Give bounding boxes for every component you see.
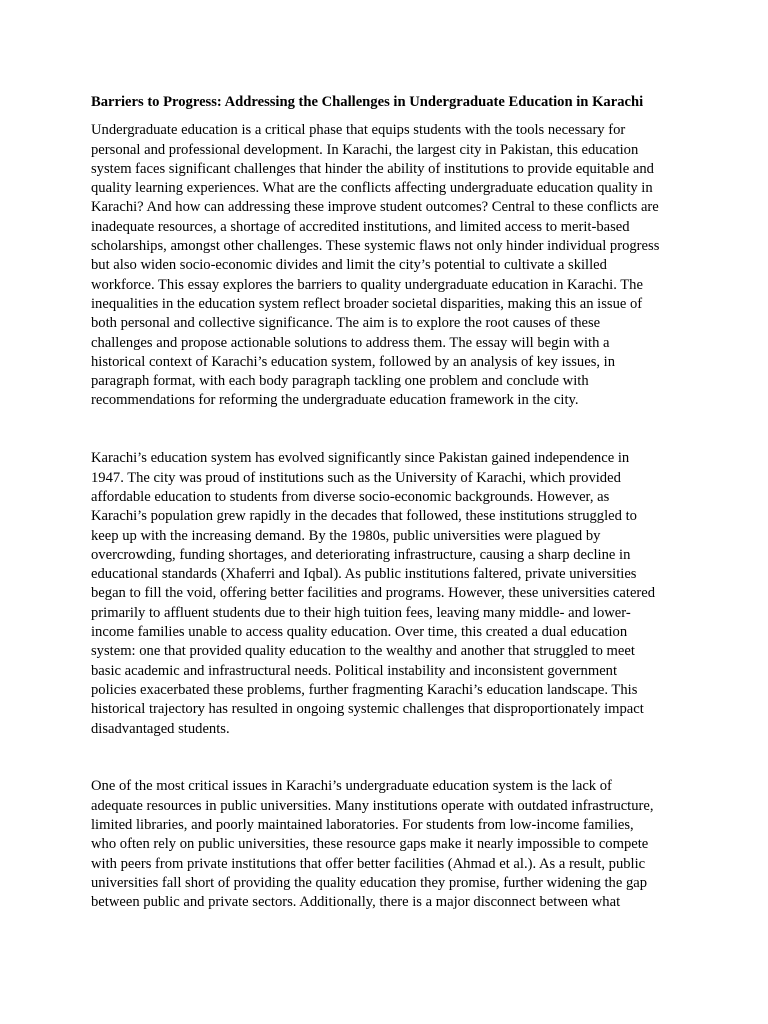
paragraph-line: One of the most critical issues in Karachi’s undergraduate education system is the lack of (91, 778, 612, 795)
paragraph-line: workforce. This essay explores the barriers to quality undergraduate education in Karachi. The (91, 276, 643, 293)
paragraph-line: limited libraries, and poorly maintained laboratories. For students from low-income families, (91, 816, 634, 833)
paragraph-line: personal and professional development. In Karachi, the largest city in Pakistan, this education (91, 141, 639, 158)
paragraph-line: but also widen socio-economic divides and limit the city’s potential to cultivate a skilled (91, 257, 607, 274)
paragraph-line: challenges and propose actionable solutions to address them. The essay will begin with a (91, 334, 610, 351)
paragraph-line: system: one that provided quality education to the wealthy and another that struggled to meet (91, 643, 635, 660)
essay-title: Barriers to Progress: Addressing the Challenges in Undergraduate Education in Karachi (91, 94, 644, 110)
paragraph-line: primarily to affluent students due to their high tuition fees, leaving many middle- and lower- (91, 604, 631, 621)
paragraph-line: basic academic and infrastructural needs. Political instability and inconsistent government (91, 662, 618, 679)
paragraph-line: educational standards (Xhaferri and Iqbal). As public institutions faltered, private universities (91, 566, 637, 583)
paragraph-line: recommendations for reforming the undergraduate education framework in the city. (91, 392, 579, 409)
paragraph-line: Undergraduate education is a critical phase that equips students with the tools necessary for (91, 122, 626, 139)
paragraph-line: Karachi’s education system has evolved significantly since Pakistan gained independence in (91, 450, 630, 467)
paragraph-line: with peers from private institutions that offer better facilities (Ahmad et al.). As a result, public (91, 855, 646, 872)
paragraph-line: 1947. The city was proud of institutions such as the University of Karachi, which provided (91, 469, 621, 486)
document-page (91, 93, 683, 912)
paragraph-line: keep up with the increasing demand. By the 1980s, public universities were plagued by (91, 527, 601, 544)
paragraph-line: inequalities in the education system reflect broader societal disparities, making this an issue of (91, 295, 643, 312)
paragraph-line: overcrowding, funding shortages, and deteriorating infrastructure, causing a sharp decline in (91, 546, 631, 563)
paragraph-line: quality learning experiences. What are the conflicts affecting undergraduate education quality in (91, 180, 653, 197)
paragraph-line: paragraph format, with each body paragraph tackling one problem and conclude with (91, 373, 589, 390)
paragraph-line: who often rely on public universities, these resource gaps make it nearly impossible to compete (91, 836, 649, 853)
paragraph-historical-context (91, 449, 683, 738)
paragraph-line: system faces significant challenges that hinder the ability of institutions to provide equitable and (91, 160, 654, 177)
paragraph-line: historical trajectory has resulted in ongoing systemic challenges that disproportionately impact (91, 701, 644, 718)
paragraph-line: policies exacerbated these problems, further fragmenting Karachi’s education landscape. This (91, 681, 638, 698)
paragraph-line: between public and private sectors. Additionally, there is a major disconnect between what (91, 894, 621, 911)
paragraph-resources (91, 777, 683, 912)
paragraph-line: adequate resources in public universities. Many institutions operate with outdated infrastructure, (91, 797, 654, 814)
paragraph-line: both personal and collective significance. The aim is to explore the root causes of these (91, 315, 601, 332)
paragraph-line: inadequate resources, a shortage of accredited institutions, and limited access to merit-based (91, 218, 630, 235)
paragraph-line: began to fill the void, offering better facilities and programs. However, these universities catered (91, 585, 656, 602)
paragraph-line: affordable education to students from diverse socio-economic backgrounds. However, as (91, 488, 610, 505)
paragraph-line: Karachi? And how can addressing these improve student outcomes? Central to these conflicts are (91, 199, 659, 216)
paragraph-line: scholarships, amongst other challenges. These systemic flaws not only hinder individual progress (91, 238, 660, 255)
paragraph-line: disadvantaged students. (91, 720, 230, 737)
paragraph-line: Karachi’s population grew rapidly in the decades that followed, these institutions struggled to (91, 508, 637, 525)
paragraph-introduction (91, 121, 683, 410)
paragraph-line: universities fall short of providing the quality education they promise, further widening the gap (91, 874, 648, 891)
paragraph-line: income families unable to access quality education. Over time, this created a dual education (91, 624, 628, 641)
paragraph-line: historical context of Karachi’s education system, followed by an analysis of key issues, in (91, 353, 616, 370)
